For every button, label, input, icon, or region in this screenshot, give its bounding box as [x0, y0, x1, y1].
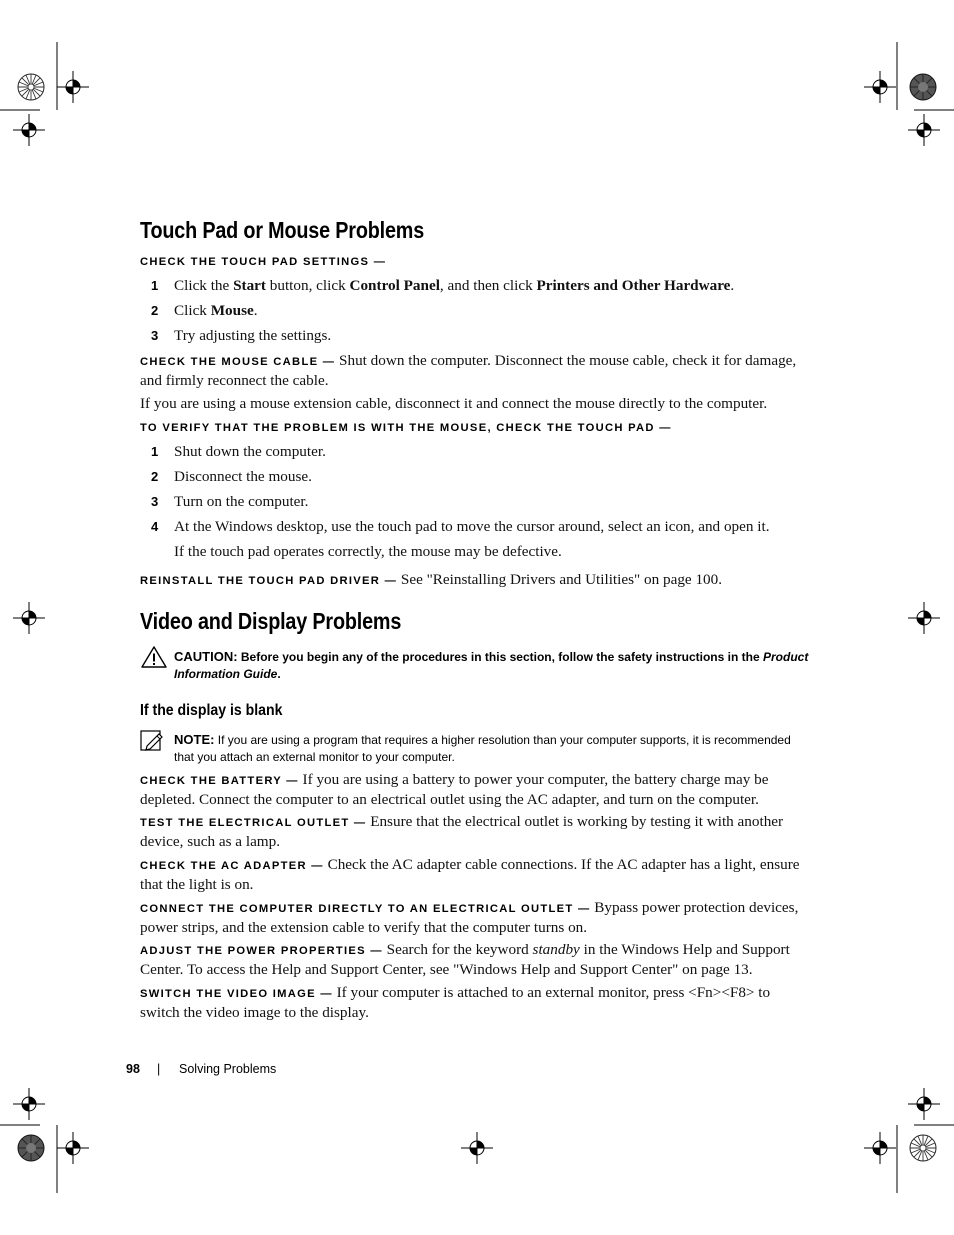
paragraph-switch-video: SWITCH THE VIDEO IMAGE — If your computer is attached to an external monitor, press <Fn><F8> to switch the video image to the display.: [140, 984, 771, 1021]
list-item-number: 3: [151, 494, 159, 509]
caution-label: CAUTION:: [174, 649, 238, 664]
list-item: [140, 327, 808, 347]
paragraph-check-battery: CHECK THE BATTERY — If you are using a battery to power your computer, the battery charge may be depleted. Connect the computer to an electrical outlet using the AC adapter, and turn on the computer.: [140, 771, 769, 808]
lead-adjust-power: ADJUST THE POWER PROPERTIES —: [140, 945, 383, 957]
list-item-number: 1: [151, 278, 159, 293]
lead-check-touchpad-settings: CHECK THE TOUCH PAD SETTINGS —: [140, 256, 387, 268]
list-item: [140, 443, 808, 463]
paragraph-reinstall-driver: REINSTALL THE TOUCH PAD DRIVER — See "Reinstalling Drivers and Utilities" on page 100.: [140, 571, 723, 588]
list-item: [140, 518, 808, 538]
list-item-text: Shut down the computer.: [174, 443, 326, 460]
paragraph-ac-adapter: CHECK THE AC ADAPTER — Check the AC adapter cable connections. If the AC adapter has a light, ensure that the light is on.: [140, 856, 800, 893]
subsection-title-display-blank: If the display is blank: [140, 702, 283, 719]
list-item: [140, 493, 808, 513]
lead-check-mouse-cable: CHECK THE MOUSE CABLE —: [140, 356, 336, 368]
footer-chapter: Solving Problems: [179, 1062, 277, 1076]
section-title-video: Video and Display Problems: [140, 608, 402, 634]
list-item-number: 3: [151, 328, 159, 343]
paragraph-power-properties: ADJUST THE POWER PROPERTIES — Search for the keyword standby in the Windows Help and Support Center. To access the Help and Support Center, see "Windows Help and Support Center" on page 13.: [140, 941, 790, 978]
caution-notice: CAUTION: Before you begin any of the procedures in this section, follow the safety instructions in the Product Information Guide.: [174, 649, 809, 681]
paragraph-extension-cable: If you are using a mouse extension cable, disconnect it and connect the mouse directly to the computer.: [140, 395, 768, 412]
list-item: [140, 277, 808, 297]
list-item-text: If the touch pad operates correctly, the mouse may be defective.: [174, 543, 562, 560]
list-item-number: 2: [151, 469, 159, 484]
note-notice: NOTE: If you are using a program that requires a higher resolution than your computer supports, it is recommended that you attach an external monitor to your computer.: [174, 732, 791, 764]
lead-switch-video: SWITCH THE VIDEO IMAGE —: [140, 988, 333, 1000]
lead-verify-problem: TO VERIFY THAT THE PROBLEM IS WITH THE MOUSE, CHECK THE TOUCH PAD —: [140, 422, 672, 434]
list-item-text: Click Mouse.: [174, 302, 258, 319]
list-item-number: 2: [151, 303, 159, 318]
lead-test-outlet: TEST THE ELECTRICAL OUTLET —: [140, 817, 367, 829]
lead-connect-directly: CONNECT THE COMPUTER DIRECTLY TO AN ELECTRICAL OUTLET —: [140, 903, 591, 915]
list-item-followup: [140, 543, 808, 563]
footer-separator: |: [157, 1062, 161, 1076]
list-item: [140, 302, 808, 322]
section-title-touchpad: Touch Pad or Mouse Problems: [140, 217, 425, 243]
list-item-text: At the Windows desktop, use the touch pad to move the cursor around, select an icon, and open it.: [174, 518, 770, 535]
lead-reinstall-driver: REINSTALL THE TOUCH PAD DRIVER —: [140, 575, 398, 587]
list-item-text: Disconnect the mouse.: [174, 468, 312, 485]
paragraph-electrical-outlet: TEST THE ELECTRICAL OUTLET — Ensure that the electrical outlet is working by testing it with another device, such as a lamp.: [140, 813, 784, 850]
lead-check-battery: CHECK THE BATTERY —: [140, 775, 299, 787]
list-item-number: 1: [151, 444, 159, 459]
list-item-text: Click the Start button, click Control Panel, and then click Printers and Other Hardware.: [174, 277, 735, 294]
caution-icon: [140, 645, 168, 669]
note-icon: [140, 729, 164, 753]
lead-check-ac-adapter: CHECK THE AC ADAPTER —: [140, 860, 324, 872]
paragraph-connect-directly: CONNECT THE COMPUTER DIRECTLY TO AN ELECTRICAL OUTLET — Bypass power protection devices, power strips, and the extension cable to verify that the computer turns on.: [140, 899, 799, 936]
paragraph-mouse-cable: CHECK THE MOUSE CABLE — Shut down the computer. Disconnect the mouse cable, check it for damage, and firmly reconnect the cable.: [140, 352, 797, 389]
list-item-text: Turn on the computer.: [174, 493, 309, 510]
list-item: [140, 468, 808, 488]
note-label: NOTE:: [174, 732, 215, 747]
page-number: 98: [126, 1062, 140, 1076]
list-item-number: 4: [151, 519, 159, 534]
list-item-text: Try adjusting the settings.: [174, 327, 332, 344]
